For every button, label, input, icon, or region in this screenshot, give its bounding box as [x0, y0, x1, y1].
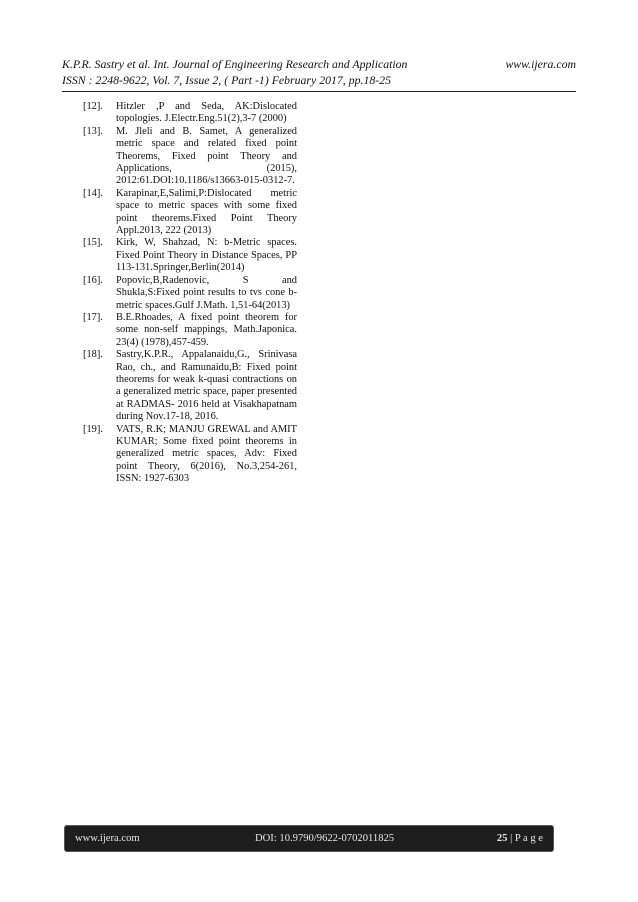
reference-item: [83, 237, 297, 274]
reference-item: [83, 126, 297, 188]
reference-number: [19].: [83, 423, 103, 435]
reference-number: [14].: [83, 187, 103, 199]
reference-item: [83, 349, 297, 423]
page-label: | P a g e: [510, 833, 543, 844]
page-footer: [64, 825, 554, 852]
page-header: [62, 56, 576, 88]
header-rule: [62, 91, 576, 92]
reference-number: [13].: [83, 125, 103, 137]
reference-item: [83, 101, 297, 126]
reference-number: [17].: [83, 311, 103, 323]
reference-text: B.E.Rhoades, A fixed point theorem for some non-self mappings, Math.Japonica. 23(4) (1978),457-459.: [116, 311, 297, 348]
journal-citation: K.P.R. Sastry et al. Int. Journal of Engineering Research and Application: [62, 57, 408, 71]
footer-doi: DOI: 10.9790/9622-0702011825: [255, 833, 395, 844]
reference-text: VATS, R.K; MANJU GREWAL and AMIT KUMAR; Some fixed point theorems in generalized metric spaces, Adv: Fixed point Theory, 6(2016), No.3,254-261, ISSN: 1927-6303: [116, 423, 297, 485]
footer-page: [497, 833, 543, 844]
reference-item: [83, 188, 297, 238]
reference-item: [83, 312, 297, 349]
reference-text: M. Jleli and B. Samet, A generalized metric space and related fixed point Theorems, Fixed point Theory and Applications, (2015), 2012:61.DOI:10.1186/s13663-015-0312-7.: [116, 125, 297, 187]
reference-list: [83, 101, 297, 486]
issn-line: ISSN : 2248-9622, Vol. 7, Issue 2, ( Part -1) February 2017, pp.18-25: [62, 73, 391, 87]
reference-text: Hitzler ,P and Seda, AK:Dislocated topologies. J.Electr.Eng.51(2),3-7 (2000): [116, 101, 297, 125]
reference-number: [12].: [83, 101, 103, 112]
reference-item: [83, 275, 297, 312]
reference-item: [83, 424, 297, 486]
reference-text: Kirk, W, Shahzad, N: b-Metric spaces. Fixed Point Theory in Distance Spaces, PP 113-131.Springer,Berlin(2014): [116, 237, 297, 274]
reference-number: [18].: [83, 349, 103, 361]
reference-text: Karapinar,E,Salimi,P:Dislocated metric space to metric spaces with some fixed point theorems.Fixed Point Theory Appl.2013, 222 (2013): [116, 187, 297, 237]
footer-website[interactable]: www.ijera.com: [75, 833, 140, 844]
journal-website[interactable]: www.ijera.com: [505, 57, 576, 71]
reference-number: [15].: [83, 237, 103, 249]
reference-number: [16].: [83, 274, 103, 286]
page-number: 25: [496, 833, 508, 844]
reference-text: Popovic,B,Radenovic, S and Shukla,S:Fixed point results to tvs cone b-metric spaces.Gulf J.Math. 1,51-64(2013): [116, 274, 297, 311]
reference-text: Sastry,K.P.R., Appalanaidu,G., Srinivasa Rao, ch., and Ramunaidu,B: Fixed point theorems for weak k-quasi contractions on a generalized metric space, paper presented at RADMAS- 2016 held at Visakhapatnam during Nov.17-18, 2016.: [116, 349, 297, 423]
